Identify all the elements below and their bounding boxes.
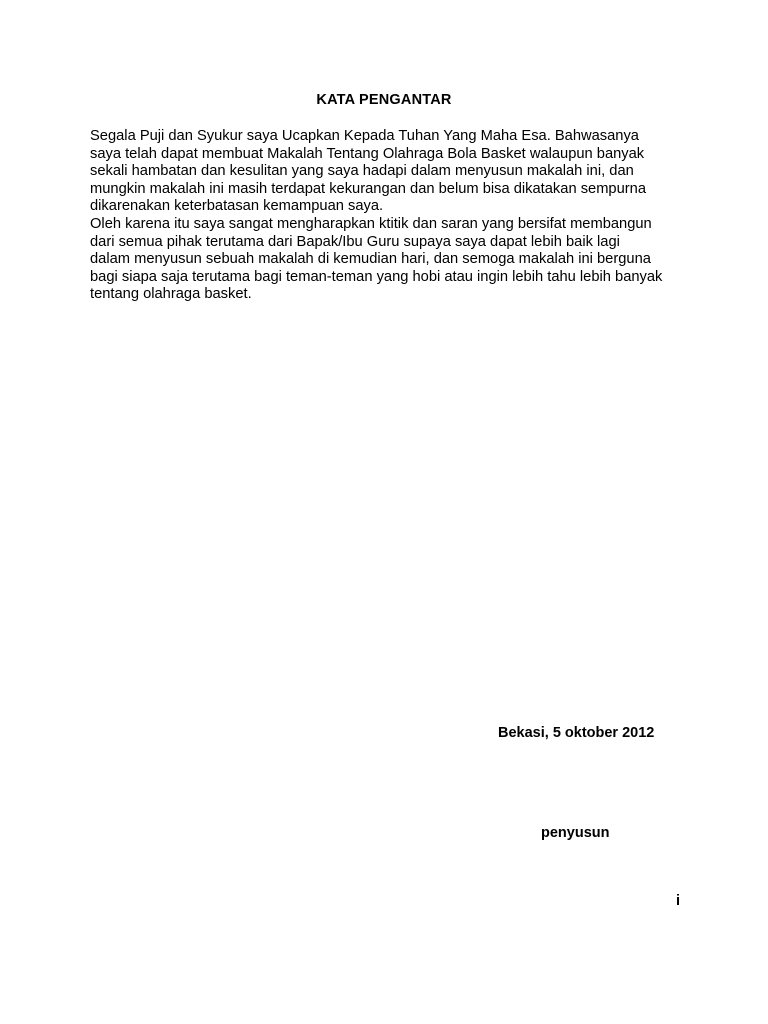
body-line: dari semua pihak terutama dari Bapak/Ibu Guru supaya saya dapat lebih baik lagi <box>90 233 620 250</box>
body-line: bagi siapa saja terutama bagi teman-teman yang hobi atau ingin lebih tahu lebih banyak <box>90 268 663 285</box>
body-line: Segala Puji dan Syukur saya Ucapkan Kepada Tuhan Yang Maha Esa. Bahwasanya <box>90 128 639 144</box>
body-line: dalam menyusun sebuah makalah di kemudian hari, dan semoga makalah ini berguna <box>90 251 651 268</box>
body-line: mungkin makalah ini masih terdapat kekurangan dan belum bisa dikatakan sempurna <box>90 180 647 197</box>
body-line: Oleh karena itu saya sangat mengharapkan ktitik dan saran yang bersifat membangun <box>90 215 652 232</box>
place-and-date: Bekasi, 5 oktober 2012 <box>498 725 655 741</box>
body-paragraph <box>90 128 710 304</box>
page-number: i <box>676 893 681 909</box>
body-line: dikarenakan keterbatasan kemampuan saya. <box>90 198 384 215</box>
body-line: saya telah dapat membuat Makalah Tentang Olahraga Bola Basket walaupun banyak <box>90 145 645 162</box>
page-title: KATA PENGANTAR <box>316 92 452 108</box>
body-line: tentang olahraga basket. <box>90 286 252 303</box>
signer-label: penyusun <box>541 825 610 841</box>
body-line: sekali hambatan dan kesulitan yang saya hadapi dalam menyusun makalah ini, dan <box>90 163 634 180</box>
